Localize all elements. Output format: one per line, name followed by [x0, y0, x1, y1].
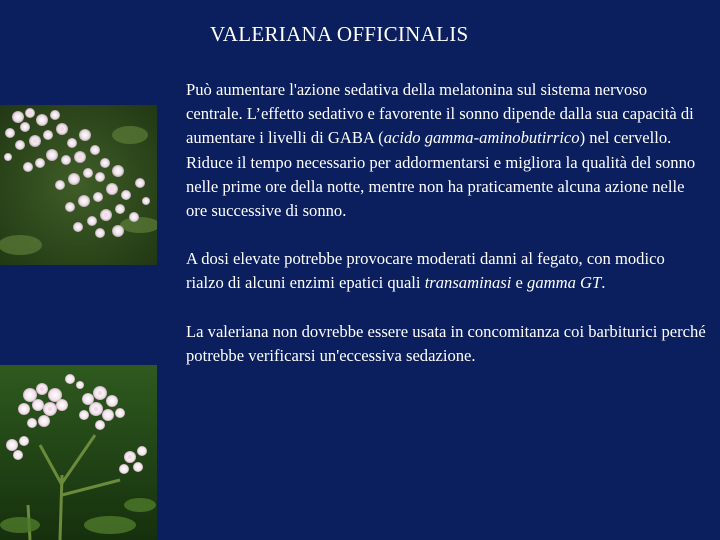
body-text [186, 78, 706, 368]
paragraph-barbiturates [186, 320, 706, 368]
valerian-plant-flowering-photo [0, 365, 157, 540]
photo-bottom-graphic [0, 365, 157, 540]
slide-title: VALERIANA OFFICINALIS [210, 22, 469, 46]
paragraph-1-text-a: Può aumentare l'azione sedativa della melatonina sul sistema nervoso centrale. L’effetto sedativo e favorente il sonno dipende dalla sua capacità di aumentare i livelli di GABA ( [186, 80, 694, 148]
photo-top-graphic [0, 105, 157, 265]
paragraph-2-italic-transaminasi: transaminasi [424, 273, 512, 293]
valerian-flowers-closeup-photo [0, 105, 157, 265]
paragraph-2-text-b: e [511, 273, 528, 293]
paragraph-1-italic-gaba: acido gamma-aminobutirrico [383, 128, 580, 148]
paragraph-3-text: La valeriana non dovrebbe essere usata in concomitanza coi barbiturici perché potrebbe verificarsi un'eccessiva sedazione. [186, 321, 706, 365]
paragraph-liver [186, 247, 706, 295]
paragraph-2-text-a: A dosi elevate potrebbe provocare moderati danni al fegato, con modico rialzo di alcuni enzimi epatici quali [186, 249, 665, 293]
paragraph-melatonin [186, 78, 706, 223]
paragraph-2-italic-gamma-gt: gamma GT [527, 273, 602, 293]
paragraph-1-text-b: ) nel cervello. Riduce il tempo necessario per addormentarsi e migliora la qualità del sonno nelle prime ore della notte, mentre non ha praticamente alcuna azione nelle ore successive di sonno. [186, 128, 696, 221]
paragraph-2-text-c: . [601, 273, 606, 293]
